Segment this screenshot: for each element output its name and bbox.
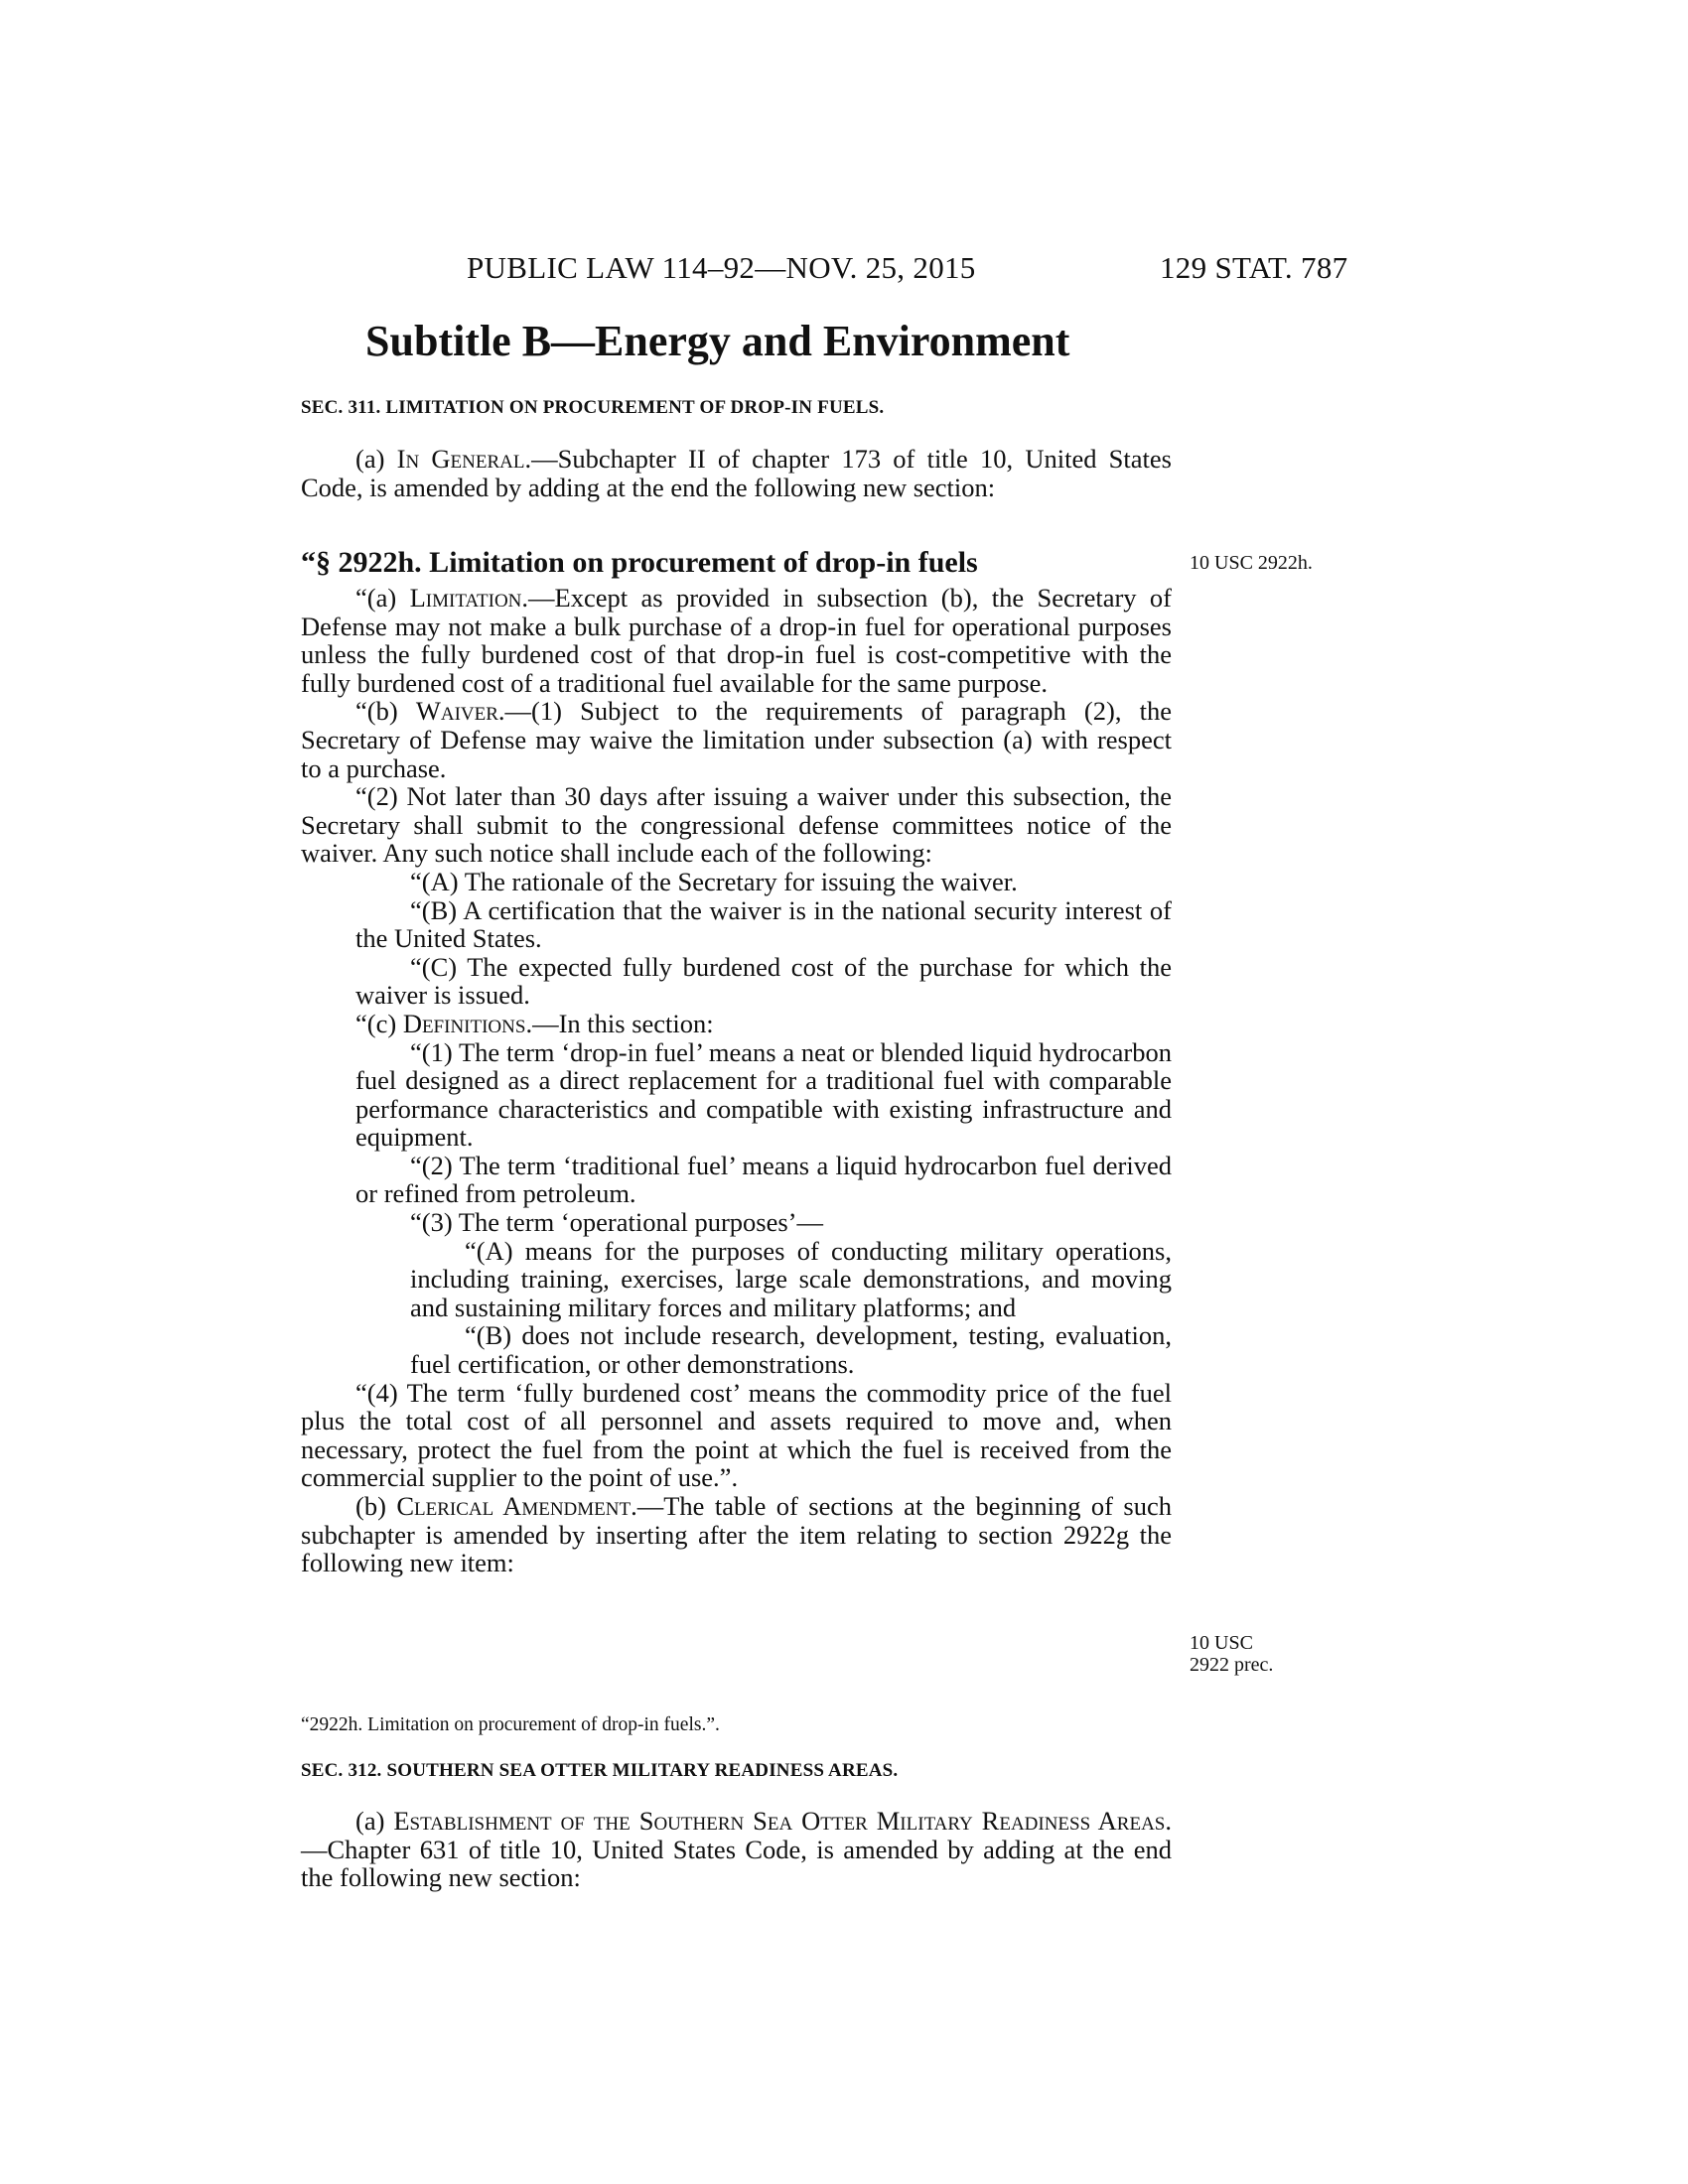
definition-2: “(2) The term ‘traditional fuel’ means a liquid hydrocarbon fuel derived or refined from petroleum. bbox=[355, 1150, 1172, 1209]
margin-note-10-usc-2922h: 10 USC 2922h. bbox=[1190, 552, 1313, 574]
section-312-heading: SEC. 312. SOUTHERN SEA OTTER MILITARY READINESS AREAS. bbox=[301, 1760, 899, 1781]
definition-3-A: “(A) means for the purposes of conducting military operations, including training, exercises, large scale demonstrations, and moving and sustaining military forces and military platforms; and bbox=[410, 1235, 1172, 1322]
section-311-heading: SEC. 311. LIMITATION ON PROCUREMENT OF DROP-IN FUELS. bbox=[301, 397, 885, 418]
paragraph-a-label: In General bbox=[396, 444, 525, 474]
subsection-b-2-B: “(B) A certification that the waiver is in the national security interest of the United States. bbox=[355, 894, 1172, 954]
margin-note-2922-prec: 2922 prec. bbox=[1190, 1654, 1274, 1676]
definition-4: “(4) The term ‘fully burdened cost’ means the commodity price of the fuel plus the total cost of all personnel and assets required to move and, when necessary, protect the fuel from the point at which the fuel is received from the commercial supplier to the point of use.”. bbox=[301, 1377, 1172, 1493]
subsection-b-2-C: “(C) The expected fully burdened cost of the purchase for which the waiver is issued. bbox=[355, 951, 1172, 1011]
section-311-intro bbox=[301, 445, 1172, 501]
subtitle-heading: Subtitle B—Energy and Environment bbox=[365, 317, 1070, 365]
running-header: PUBLIC LAW 114–92—NOV. 25, 2015 bbox=[467, 250, 976, 285]
section-312-intro bbox=[301, 1807, 1172, 1892]
margin-note-10-usc: 10 USC bbox=[1190, 1632, 1253, 1654]
definition-3: “(3) The term ‘operational purposes’— bbox=[410, 1207, 824, 1238]
section-2922h-body bbox=[301, 584, 1172, 1577]
subsection-b-paragraph-2: “(2) Not later than 30 days after issuing a waiver under this subsection, the Secretary shall submit to the congressional defense committees notice of the waiver. Any such notice shall include each of the following: bbox=[301, 781, 1172, 869]
definition-1: “(1) The term ‘drop-in fuel’ means a neat or blended liquid hydrocarbon fuel designed as a direct replacement for a traditional fuel with comparable performance characteristics and compatible with existing infrastructure and equipment. bbox=[355, 1036, 1172, 1153]
table-of-sections-item: “2922h. Limitation on procurement of drop-in fuels.”. bbox=[301, 1714, 720, 1735]
subsection-a-limitation: “(a) Limitation.—Except as provided in subsection (b), the Secretary of Defense may not make a bulk purchase of a drop-in fuel for operational purposes unless the fully burdened cost of that drop-in fuel is cost-competitive with the fully burdened cost of a traditional fuel available for the same purpose. bbox=[301, 583, 1172, 698]
subsection-b-waiver: “(b) Waiver.—(1) Subject to the requirements of paragraph (2), the Secretary of Defense may waive the limitation under subsection (a) with respect to a purchase. bbox=[301, 696, 1172, 783]
page-number: 129 STAT. 787 bbox=[1160, 250, 1348, 285]
definition-3-B: “(B) does not include research, development, testing, evaluation, fuel certification, or other demonstrations. bbox=[410, 1320, 1172, 1380]
subsection-c-definitions: “(c) Definitions.—In this section: bbox=[355, 1008, 714, 1038]
paragraph-a: (a) In General.—Subchapter II of chapter 173 of title 10, United States Code, is amended by adding at the end the following new section: bbox=[301, 444, 1172, 502]
subsection-b-2-A: “(A) The rationale of the Secretary for issuing the waiver. bbox=[410, 866, 1018, 896]
section-2922h-heading: “§ 2922h. Limitation on procurement of drop-in fuels bbox=[301, 546, 978, 579]
section-312-paragraph-a: (a) Establishment of the Southern Sea Otter Military Readiness Areas.—Chapter 631 of title 10, United States Code, is amended by adding at the end the following new section: bbox=[301, 1806, 1172, 1893]
clerical-amendment: (b) Clerical Amendment.—The table of sections at the beginning of such subchapter is amended by inserting after the item relating to section 2922g the following new item: bbox=[301, 1491, 1172, 1578]
